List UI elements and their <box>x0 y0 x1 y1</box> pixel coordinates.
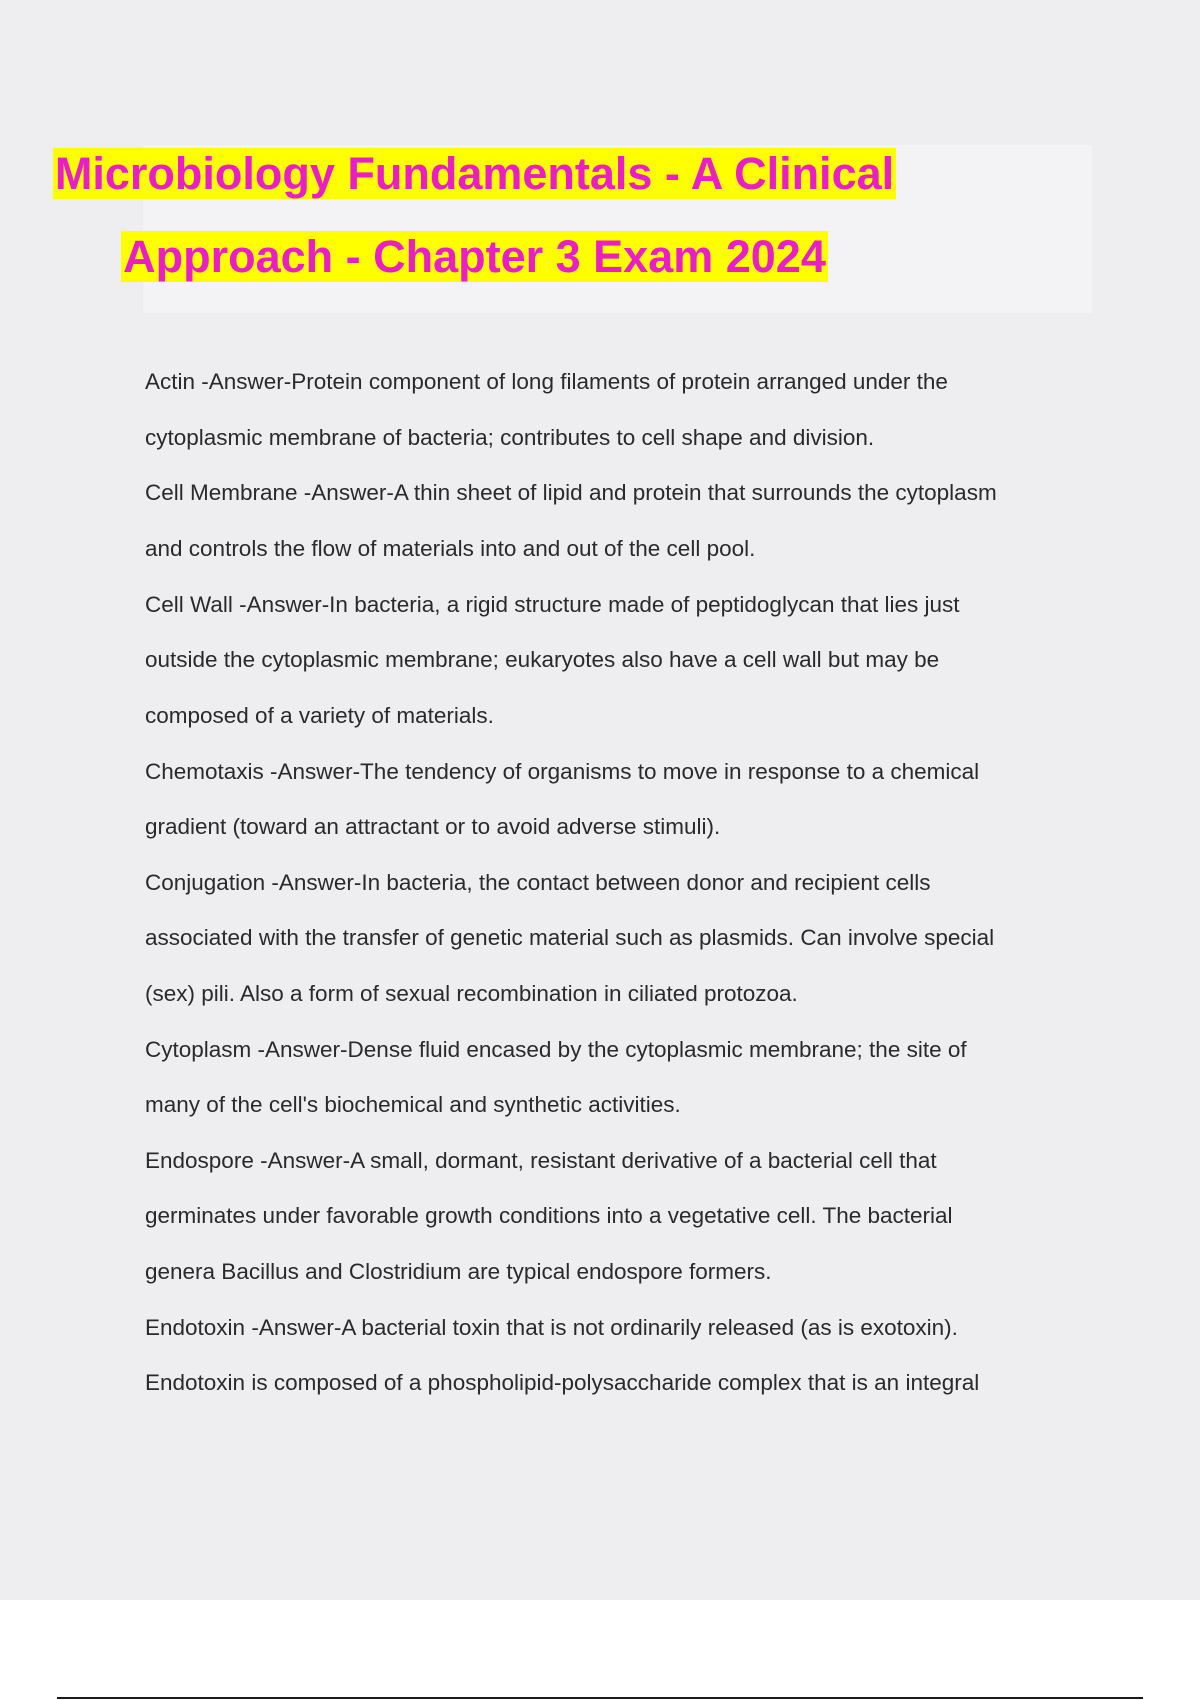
body-text-line: Endotoxin is composed of a phospholipid-polysaccharide complex that is an integral <box>145 1370 980 1395</box>
body-text-line: germinates under favorable growth conditions into a vegetative cell. The bacterial <box>145 1203 953 1228</box>
body-text-line: Endospore -Answer-A small, dormant, resistant derivative of a bacterial cell that <box>145 1148 937 1173</box>
body-text-line: Chemotaxis -Answer-The tendency of organisms to move in response to a chemical <box>145 759 980 784</box>
body-text-line: outside the cytoplasmic membrane; eukaryotes also have a cell wall but may be <box>145 647 940 672</box>
page-title-line-1 <box>0 149 949 199</box>
body-text-line: Endotoxin -Answer-A bacterial toxin that is not ordinarily released (as is exotoxin). <box>145 1315 958 1340</box>
body-text-line: Conjugation -Answer-In bacteria, the contact between donor and recipient cells <box>145 870 931 895</box>
body-text-line: composed of a variety of materials. <box>145 703 494 728</box>
body-text-line: Cell Wall -Answer-In bacteria, a rigid structure made of peptidoglycan that lies just <box>145 592 960 617</box>
body-text-line: many of the cell's biochemical and synthetic activities. <box>145 1092 681 1117</box>
body-text-line: gradient (toward an attractant or to avoid adverse stimuli). <box>145 814 721 839</box>
footer-divider <box>57 1697 1143 1699</box>
body-text-line: genera Bacillus and Clostridium are typical endospore formers. <box>145 1259 772 1284</box>
page-title-line-2 <box>0 232 949 282</box>
body-text-line: and controls the flow of materials into and out of the cell pool. <box>145 536 756 561</box>
body-text-line: Cell Membrane -Answer-A thin sheet of lipid and protein that surrounds the cytoplasm <box>145 480 997 505</box>
body-text-line: cytoplasmic membrane of bacteria; contributes to cell shape and division. <box>145 425 875 450</box>
body-text-line: associated with the transfer of genetic material such as plasmids. Can involve special <box>145 925 995 950</box>
title-highlight: Microbiology Fundamentals - A Clinical <box>54 148 895 199</box>
body-text-line: Cytoplasm -Answer-Dense fluid encased by the cytoplasmic membrane; the site of <box>145 1037 967 1062</box>
body-text-line: Actin -Answer-Protein component of long filaments of protein arranged under the <box>145 369 948 394</box>
body-text-line: (sex) pili. Also a form of sexual recombination in ciliated protozoa. <box>145 981 798 1006</box>
title-highlight: Approach - Chapter 3 Exam 2024 <box>123 231 826 282</box>
